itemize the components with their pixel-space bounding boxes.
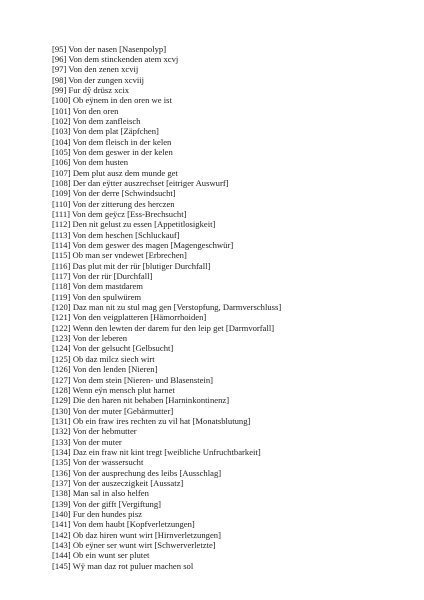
list-item: [143] Ob eÿner ser wunt wirt [Schwerverletzte]: [52, 540, 216, 550]
list-item: [120] Daz man nit zu stul mag gen [Verstopfung, Darmverschluss]: [52, 302, 282, 313]
list-item: [145] Wÿ man daz rot puluer machen sol: [52, 560, 194, 571]
list-item: [106] Von dem husten: [52, 157, 129, 168]
list-item: [138] Man sal in also helfen: [52, 488, 149, 499]
list-item: [114] Von dem geswer des magen [Magengeschwür]: [52, 240, 234, 251]
list-item: [117] Von der rür [Durchfall]: [52, 271, 153, 282]
list-item: [109] Von der derre [Schwindsucht]: [52, 188, 176, 199]
list-item: [126] Von den lenden [Nieren]: [52, 364, 158, 375]
list-item: [128] Wenn eÿn mensch plut harnet: [52, 384, 175, 395]
list-item: [136] Von der ausprechung des leibs [Ausschlag]: [52, 467, 222, 478]
list-item: [107] Dem plut ausz dem munde get: [52, 167, 178, 178]
list-item: [141] Von dem haubt [Kopfverletzungen]: [52, 519, 195, 530]
list-item: [125] Ob daz milcz siech wirt: [52, 353, 155, 364]
list-item: [100] Ob eÿnem in den oren we ist: [52, 95, 172, 106]
chapter-list: [52, 44, 281, 572]
list-item: [99] Fur dŷ drüsz xcix: [52, 84, 130, 95]
list-item: [111] Von dem geÿcz [Ess-Brechsucht]: [52, 209, 187, 219]
list-item: [105] Von dem geswer in der kelen: [52, 146, 173, 157]
list-item: [108] Der dan eÿtter auszrechset [eitriger Auswurf]: [52, 177, 229, 188]
list-item: [95] Von der nasen [Nasenpolyp]: [52, 43, 167, 54]
list-item: [127] Von dem stein [Nieren- und Blasenstein]: [52, 374, 213, 385]
list-item: [112] Den nit gelust zu essen [Appetitlosigkeit]: [52, 219, 216, 230]
list-item: [144] Ob ein wunt ser plutet: [52, 550, 150, 561]
list-item: [101] Von den oren: [52, 105, 119, 116]
list-item: [130] Von der muter [Gebärmutter]: [52, 405, 174, 416]
list-item: [102] Von dem zanfleisch: [52, 115, 141, 126]
list-item: [115] Ob man ser vndewet [Erbrechen]: [52, 250, 187, 261]
list-item: [137] Von der auszeczigkeit [Aussatz]: [52, 477, 184, 488]
list-item: [103] Von dem plat [Zäpfchen]: [52, 126, 159, 137]
list-item: [122] Wenn den lewten der darem fur den leip get [Darmvorfall]: [52, 322, 275, 333]
list-item: [124] Von der gelsucht [Gelbsucht]: [52, 343, 174, 354]
list-item: [133] Von der muter: [52, 436, 122, 447]
list-item: [134] Daz ein fraw nit kint tregt [weibliche Unfruchtbarkeit]: [52, 446, 261, 457]
list-item: [113] Von dem heschen [Schluckauf]: [52, 229, 180, 240]
list-item: [123] Von der leberen: [52, 333, 128, 344]
list-item: [104] Von dem fleisch in der kelen: [52, 136, 172, 147]
list-item: [110] Von der zitterung des herczen: [52, 198, 175, 209]
list-item: [97] Von den zenen xcvij: [52, 64, 139, 75]
list-item: [139] Von der gifft [Vergiftung]: [52, 498, 161, 509]
list-item: [135] Von der wassersucht: [52, 457, 144, 468]
list-item: [131] Ob ein fraw ires rechten zu vil hat [Monatsblutung]: [52, 415, 251, 426]
list-item: [118] Von dem mastdarem: [52, 281, 144, 292]
list-item: [121] Von den veigplatteren [Hämorrhoiden]: [52, 312, 207, 323]
list-item: [132] Von der hebmutter: [52, 426, 137, 437]
list-item: [129] Die den haren nit behaben [Harninkontinenz]: [52, 395, 230, 406]
list-item: [98] Von der zungen xcviij: [52, 74, 145, 85]
list-item: [140] Fur den hundes pisz: [52, 508, 142, 519]
list-item: [119] Von den spulwürem: [52, 291, 142, 302]
list-item: [96] Von dem stinckenden atem xcvj: [52, 53, 179, 64]
list-item: [116] Das plut mit der rür [blutiger Durchfall]: [52, 260, 211, 271]
list-item: [142] Ob daz hiren wunt wirt [Hirnverletzungen]: [52, 529, 221, 540]
